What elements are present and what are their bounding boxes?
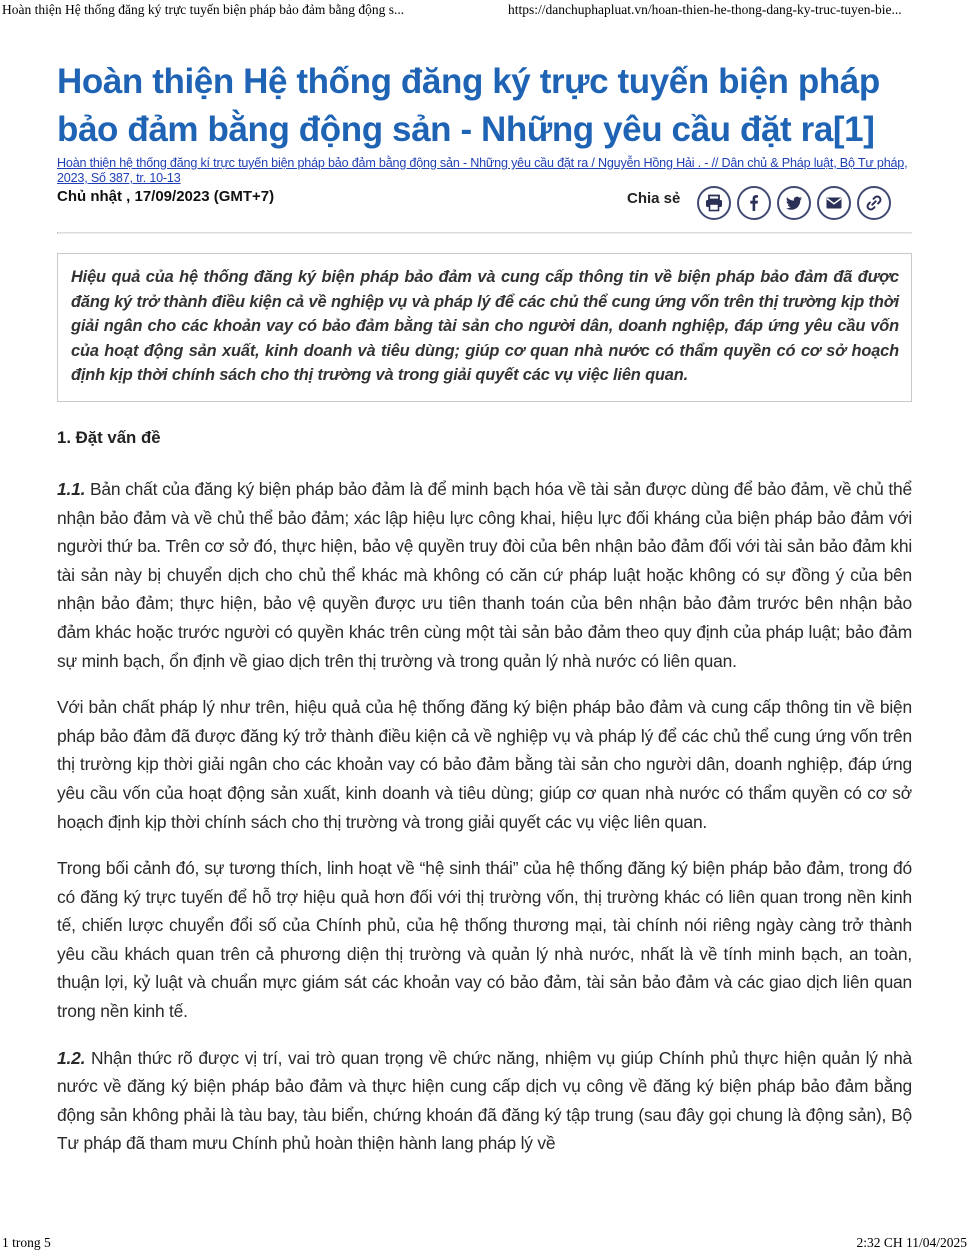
paragraph-1-2 xyxy=(57,1044,912,1158)
paragraph-number: 1.2. xyxy=(57,1047,86,1068)
paragraph-2: Với bản chất pháp lý như trên, hiệu quả của hệ thống đăng ký biện pháp bảo đảm và cung cấp thông tin về biện pháp bảo đảm đã được đăng ký trở thành điều kiện cả về nghiệp vụ và pháp lý để các chủ thể cung ứng vốn trên thị trường kịp thời giải ngân cho các khoản vay có bảo đảm bằng tài sản cho người dân, doanh nghiệp, đáp ứng yêu cầu vốn của hoạt động sản xuất, kinh doanh và tiêu dùng; giúp cơ quan nhà nước có thẩm quyền có cơ sở hoạch định kịp thời chính sách cho thị trường và trong giải quyết các vụ việc liên quan. xyxy=(57,697,912,832)
article xyxy=(57,58,912,1158)
paragraph-1-1 xyxy=(57,475,912,675)
print-header xyxy=(0,0,969,20)
citation-link[interactable]: Hoàn thiện hệ thống đăng kí trực tuyến biện pháp bảo đảm bằng động sản - Những yêu cầu đặt ra / Nguyễn Hồng Hải . - // Dân chủ & Pháp luật, Bộ Tư pháp, 2023, Số 387, tr. 10-13 xyxy=(57,156,908,185)
print-footer xyxy=(0,1232,969,1254)
article-summary: Hiệu quả của hệ thống đăng ký biện pháp bảo đảm và cung cấp thông tin về biện pháp bảo đảm đã được đăng ký trở thành điều kiện cả về nghiệp vụ và pháp lý để các chủ thể cung ứng vốn trên thị trường kịp thời giải ngân cho các khoản vay có bảo đảm bằng tài sản cho người dân, doanh nghiệp, đáp ứng yêu cầu vốn của hoạt động sản xuất, kinh doanh và tiêu dùng; giúp cơ quan nhà nước có thẩm quyền có cơ sở hoạch định kịp thời chính sách cho thị trường và trong giải quyết các vụ việc liên quan. xyxy=(57,253,912,402)
paragraph-number: 1.1. xyxy=(57,478,86,499)
section-heading: 1. Đặt vấn đề xyxy=(57,427,161,447)
header-divider xyxy=(57,232,912,234)
paragraph-text: Bản chất của đăng ký biện pháp bảo đảm là để minh bạch hóa về tài sản được dùng để bảo đảm, về chủ thể nhận bảo đảm và về chủ thể bảo đảm; xác lập hiệu lực công khai, hiệu lực đối kháng của biện pháp bảo đảm với người thứ ba. Trên cơ sở đó, thực hiện, bảo vệ quyền truy đòi của bên nhận bảo đảm đối với tài sản bảo đảm khi tài sản này bị chuyển dịch cho chủ thể khác mà không có căn cứ pháp luật hoặc không có sự đồng ý của bên nhận bảo đảm; thực hiện, bảo vệ quyền được ưu tiên thanh toán của bên nhận bảo đảm trước bên nhận bảo đảm khác hoặc trước người có quyền khác trên cùng một tài sản bảo đảm theo quy định của pháp luật; bảo đảm sự minh bạch, ổn định về giao dịch trên thị trường và trong quản lý nhà nước có liên quan. xyxy=(57,478,912,671)
paragraph-3: Trong bối cảnh đó, sự tương thích, linh hoạt về “hệ sinh thái” của hệ thống đăng ký biện pháp bảo đảm, trong đó có đăng ký trực tuyến để hỗ trợ hiệu quả hơn đối với thị trường vốn, thị trường khác có liên quan trong nền kinh tế, chiến lược chuyển đổi số của Chính phủ, của hệ thống thương mại, tài chính nói riêng ngày càng trở thành yêu cầu khách quan trên cả phương diện thị trường và quản lý nhà nước, nhất là về tính minh bạch, an toàn, thuận lợi, kỷ luật và chuẩn mực giám sát các khoản vay có bảo đảm, tài sản bảo đảm và các giao dịch liên quan trong nền kinh tế. xyxy=(57,858,912,1022)
article-title: Hoàn thiện Hệ thống đăng ký trực tuyến biện pháp bảo đảm bằng động sản - Những yêu cầu đặt ra[1] xyxy=(57,62,880,149)
page-counter: 1 trong 5 xyxy=(2,1235,51,1250)
publish-date: Chủ nhật , 17/09/2023 (GMT+7) xyxy=(57,188,275,205)
twitter-icon[interactable] xyxy=(777,186,811,220)
print-icon[interactable] xyxy=(697,186,731,220)
link-icon[interactable] xyxy=(857,186,891,220)
paragraph-text: Nhận thức rõ được vị trí, vai trò quan trọng về chức năng, nhiệm vụ giúp Chính phủ thực hiện quản lý nhà nước về đăng ký biện pháp bảo đảm và thực hiện cung cấp dịch vụ công về đăng ký biện pháp bảo đảm bằng động sản không phải là tàu bay, tàu biển, chứng khoán đã đăng ký tập trung (sau đây gọi chung là động sản), Bộ Tư pháp đã tham mưu Chính phủ hoàn thiện hành lang pháp lý về xyxy=(57,1047,912,1154)
meta-row xyxy=(57,186,912,232)
print-header-url: https://danchuphapluat.vn/hoan-thien-he-thong-dang-ky-truc-tuyen-bie... xyxy=(508,2,902,17)
share-label: Chia sẻ xyxy=(627,190,681,207)
email-icon[interactable] xyxy=(817,186,851,220)
facebook-icon[interactable] xyxy=(737,186,771,220)
print-timestamp: 2:32 CH 11/04/2025 xyxy=(856,1235,967,1250)
share-toolbar xyxy=(697,186,891,220)
print-header-title: Hoàn thiện Hệ thống đăng ký trực tuyến biện pháp bảo đảm bằng động s... xyxy=(2,2,405,17)
